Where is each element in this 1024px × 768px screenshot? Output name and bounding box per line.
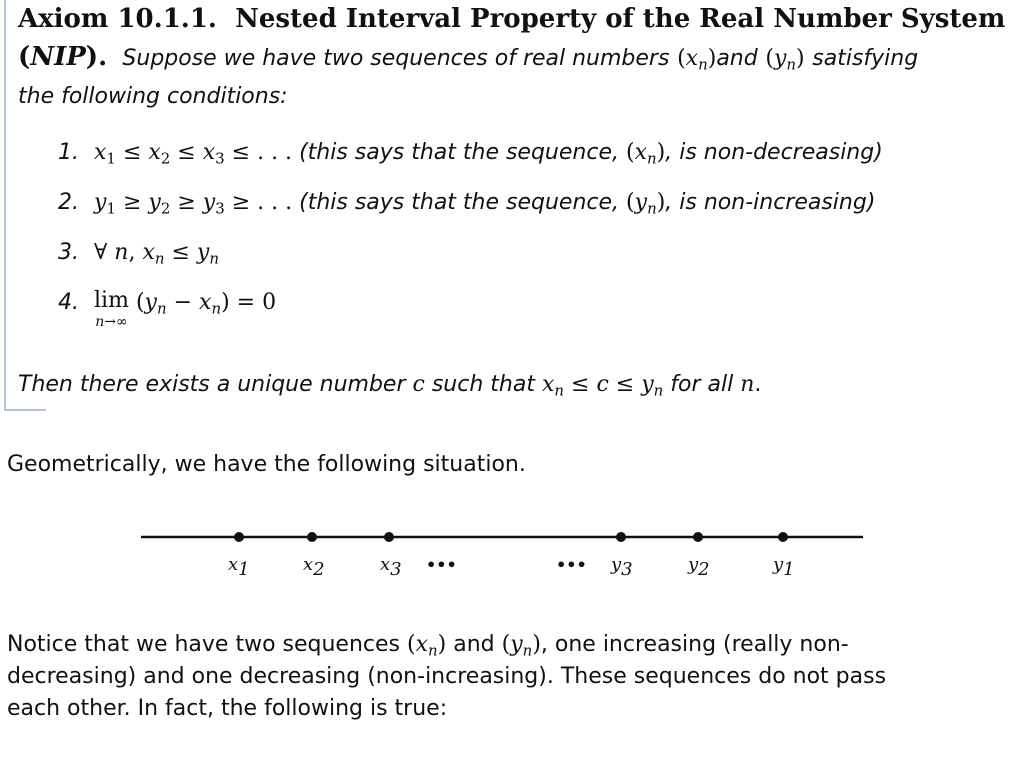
label-x2: x2 — [303, 554, 325, 580]
notice-paragraph-line-3: each other. In fact, the following is true: — [7, 696, 448, 721]
math-limit: lim n→∞ — [94, 288, 129, 330]
math-x-chain: $x_1 \le x_2 \le x_3$ ≤ . . . — [94, 140, 293, 168]
point-y2 — [693, 532, 703, 542]
notice-paragraph-line-2: decreasing) and one decreasing (non-increasing). These sequences do not pass — [7, 664, 887, 689]
axiom-abbrev: (NIP). — [18, 42, 108, 72]
notice-paragraph-line-1: Notice that we have two sequences $(x_n)$ and $(y_n)$, one increasing (really non- — [7, 632, 849, 660]
condition-item-3: 3. ∀ n, $x_n \le y_n$ — [58, 240, 219, 268]
point-x1 — [234, 532, 244, 542]
axiom-conclusion: Then there exists a unique number c such that $x_n \le c \le y_n$ for all n. — [18, 372, 762, 400]
condition-item-2: 2. $y_1 \ge y_2 \ge y_3$ ≥ . . . (this says that the sequence, $(y_n)$, is non-increasing) — [58, 190, 876, 218]
axiom-name: Nested Interval Property of the Real Number System — [235, 4, 1006, 34]
axiom-box — [4, 0, 1006, 411]
label-x3: x3 — [380, 554, 402, 580]
ellipsis-right: ••• — [556, 555, 587, 574]
math-forall: ∀ n, $x_n \le y_n$ — [94, 240, 219, 268]
math-y-chain: $y_1 \ge y_2 \ge y_3$ ≥ . . . — [94, 190, 293, 218]
axiom-title: Axiom 10.1.1. — [18, 4, 217, 34]
ellipsis-left: ••• — [426, 555, 457, 574]
geometric-paragraph: Geometrically, we have the following situation. — [7, 452, 526, 477]
point-x2 — [307, 532, 317, 542]
point-y1 — [778, 532, 788, 542]
label-y1: y1 — [773, 554, 795, 580]
axiom-box-corner — [6, 409, 46, 411]
math-xn: $(x_n)$ — [677, 46, 717, 74]
condition-item-4: 4. lim n→∞ $(y_n - x_n) = 0$ — [58, 288, 277, 330]
point-y3 — [616, 532, 626, 542]
axiom-intro-line-2: the following conditions: — [18, 84, 288, 109]
number-line-diagram — [0, 520, 1024, 590]
point-x3 — [384, 532, 394, 542]
axiom-intro-line-1: (NIP). Suppose we have two sequences of real numbers $(x_n)and$ $(y_n)$ satisfying — [18, 42, 919, 74]
axiom-heading — [18, 4, 1005, 34]
math-yn: $(y_n)$ — [765, 46, 805, 74]
condition-item-1: 1. $x_1 \le x_2 \le x_3$ ≤ . . . (this says that the sequence, $(x_n)$, is non-decreasing) — [58, 140, 883, 168]
label-y2: y2 — [688, 554, 710, 580]
label-x1: x1 — [228, 554, 250, 580]
label-y3: y3 — [611, 554, 633, 580]
